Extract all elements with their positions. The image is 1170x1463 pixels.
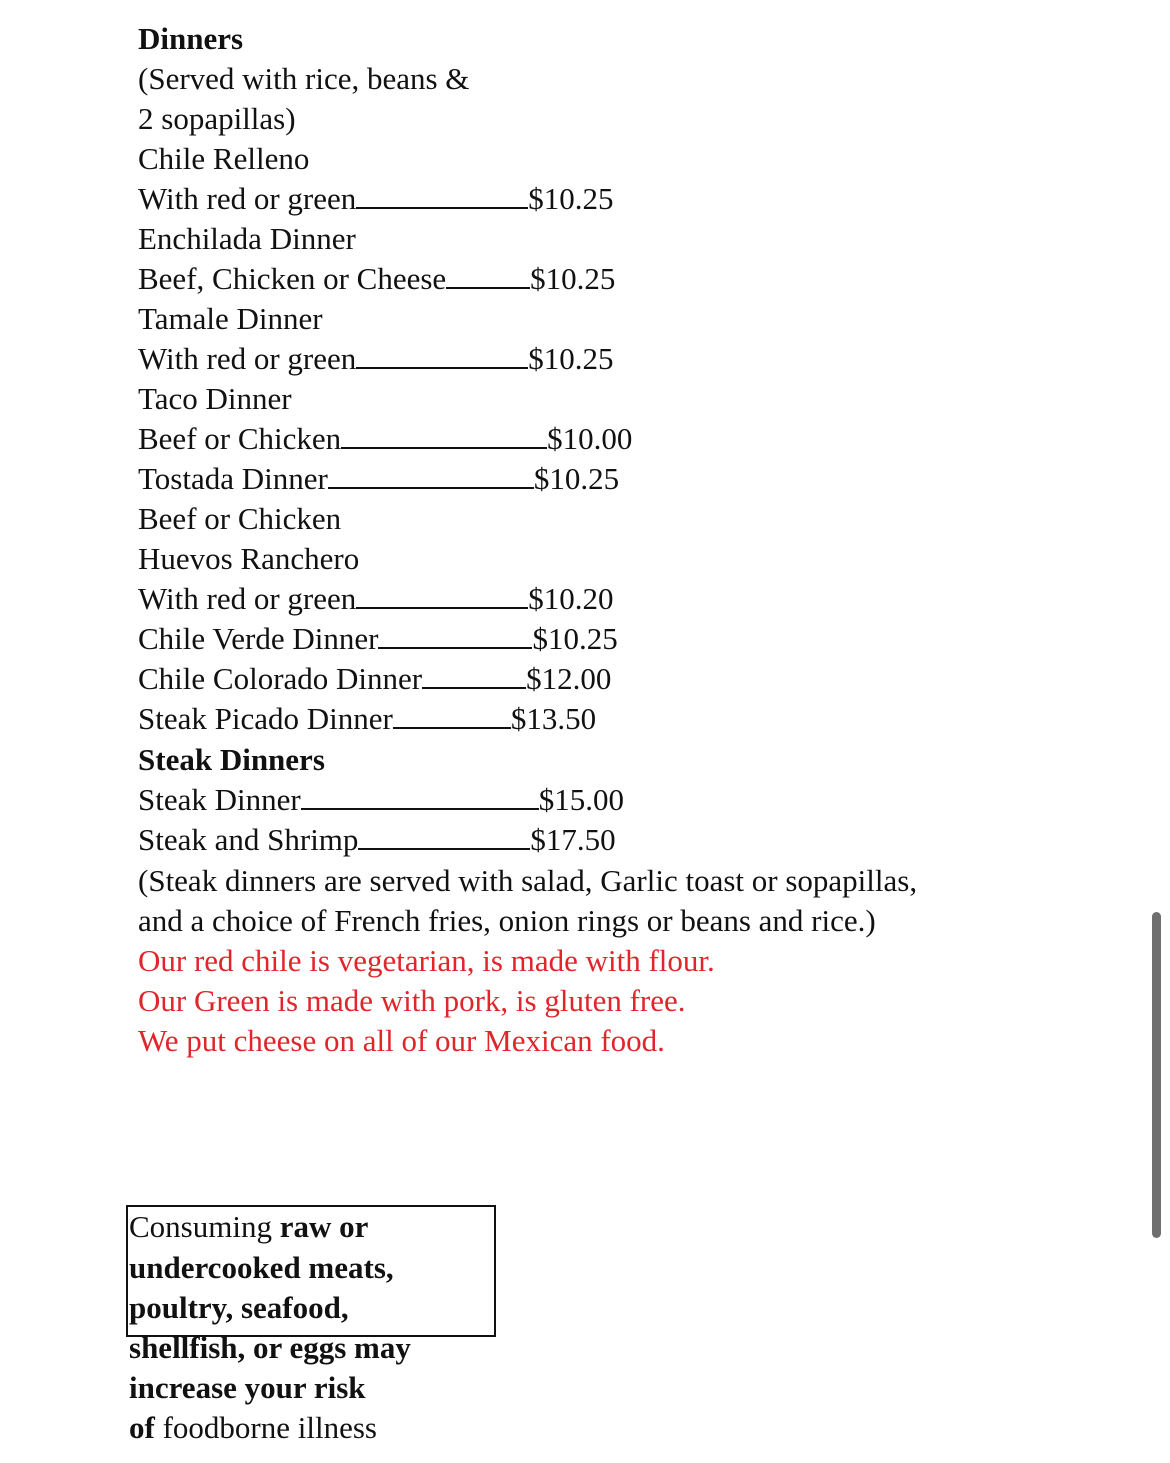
leader-rule bbox=[358, 822, 530, 850]
item-detail: Beef, Chicken or Cheese bbox=[138, 261, 447, 296]
served-note-line-1: (Served with rice, beans & bbox=[138, 61, 470, 96]
menu-line-tostada-dinner bbox=[138, 459, 619, 499]
leader-rule bbox=[393, 701, 511, 729]
warning-text: foodborne illness bbox=[154, 1410, 377, 1445]
item-name-steak-and-shrimp: Steak and Shrimp bbox=[138, 822, 359, 857]
menu-line-steak-and-shrimp bbox=[138, 820, 616, 860]
item-detail: With red or green bbox=[138, 181, 357, 216]
item-price: $12.00 bbox=[526, 661, 612, 696]
item-name-huevos-ranchero: Huevos Ranchero bbox=[138, 541, 360, 576]
item-detail: Beef or Chicken bbox=[138, 421, 342, 456]
leader-rule bbox=[356, 181, 528, 209]
item-price: $10.25 bbox=[528, 181, 614, 216]
leader-rule bbox=[356, 341, 528, 369]
item-price: $10.25 bbox=[532, 621, 618, 656]
item-price: $10.25 bbox=[530, 261, 616, 296]
menu-line-chile-relleno bbox=[138, 179, 614, 219]
item-detail-tostada: Beef or Chicken bbox=[138, 501, 342, 536]
leader-rule bbox=[341, 421, 547, 449]
warning-line-5: increase your risk bbox=[129, 1370, 366, 1405]
menu-line-tamale-dinner bbox=[138, 339, 614, 379]
item-name-steak-picado-dinner: Steak Picado Dinner bbox=[138, 701, 393, 736]
menu-line-taco-dinner bbox=[138, 419, 632, 459]
item-name-tostada-dinner: Tostada Dinner bbox=[138, 461, 328, 496]
menu-line-huevos-ranchero bbox=[138, 579, 614, 619]
item-price: $17.50 bbox=[530, 822, 616, 857]
served-note-line-2: 2 sopapillas) bbox=[138, 101, 296, 136]
notice-cheese: We put cheese on all of our Mexican food. bbox=[138, 1023, 665, 1058]
section-heading-dinners: Dinners bbox=[138, 21, 244, 56]
warning-text-bold: of bbox=[129, 1410, 155, 1445]
item-name-chile-relleno: Chile Relleno bbox=[138, 141, 310, 176]
item-price: $10.00 bbox=[547, 421, 633, 456]
item-price: $10.20 bbox=[528, 581, 614, 616]
item-price: $10.25 bbox=[533, 461, 620, 496]
menu-line-steak-dinner bbox=[138, 780, 624, 820]
leader-rule bbox=[378, 621, 532, 649]
item-price: $15.00 bbox=[538, 782, 624, 817]
section-heading-steak-dinners: Steak Dinners bbox=[138, 742, 325, 777]
menu-line-chile-colorado-dinner bbox=[138, 659, 611, 699]
leader-rule bbox=[301, 782, 539, 810]
notice-green-chile: Our Green is made with pork, is gluten free. bbox=[138, 983, 686, 1018]
leader-rule bbox=[356, 581, 528, 609]
warning-line-3: poultry, seafood, bbox=[129, 1290, 349, 1325]
item-name-taco-dinner: Taco Dinner bbox=[138, 381, 292, 416]
item-price: $13.50 bbox=[510, 701, 597, 736]
vertical-scrollbar[interactable] bbox=[1152, 912, 1161, 1238]
steak-note-line-2: and a choice of French fries, onion rings or beans and rice.) bbox=[138, 903, 876, 938]
item-name-chile-colorado-dinner: Chile Colorado Dinner bbox=[138, 661, 423, 696]
leader-rule bbox=[446, 261, 530, 289]
item-name-chile-verde-dinner: Chile Verde Dinner bbox=[138, 621, 379, 656]
item-price: $10.25 bbox=[528, 341, 614, 376]
item-name-enchilada-dinner: Enchilada Dinner bbox=[138, 221, 356, 256]
menu-line-steak-picado-dinner bbox=[138, 699, 596, 739]
steak-note-line-1: (Steak dinners are served with salad, Garlic toast or sopapillas, bbox=[138, 863, 918, 898]
warning-text: Consuming bbox=[129, 1209, 280, 1244]
notice-red-chile: Our red chile is vegetarian, is made with flour. bbox=[138, 943, 715, 978]
warning-line-4: shellfish, or eggs may bbox=[129, 1330, 411, 1365]
leader-rule bbox=[422, 661, 526, 689]
item-detail: With red or green bbox=[138, 341, 357, 376]
warning-text-bold: raw or bbox=[279, 1209, 369, 1244]
item-name-steak-dinner: Steak Dinner bbox=[138, 782, 301, 817]
menu-line-enchilada-dinner bbox=[138, 259, 615, 299]
item-detail: With red or green bbox=[138, 581, 357, 616]
warning-line-6 bbox=[129, 1408, 377, 1448]
leader-rule bbox=[328, 461, 534, 489]
item-name-tamale-dinner: Tamale Dinner bbox=[138, 301, 323, 336]
warning-line-1 bbox=[129, 1207, 368, 1247]
menu-line-chile-verde-dinner bbox=[138, 619, 618, 659]
warning-line-2: undercooked meats, bbox=[129, 1250, 394, 1285]
